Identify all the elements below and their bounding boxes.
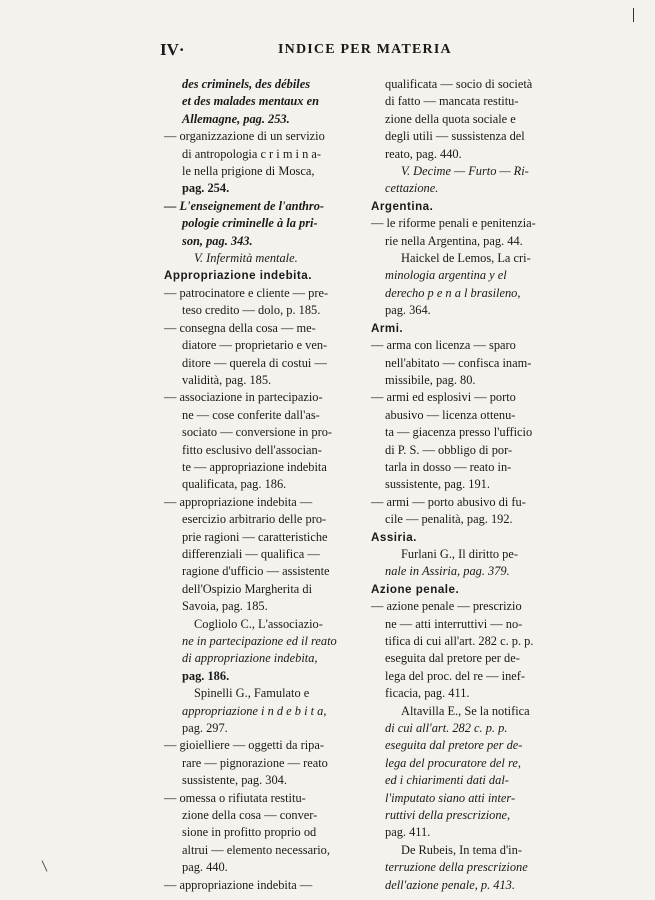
index-line: — armi — porto abusivo di fu- (371, 494, 526, 509)
index-line: eseguita dal pretore per de- (385, 651, 520, 666)
index-line: et des malades mentaux en (182, 94, 319, 109)
index-line: lega del procuratore del re, (385, 755, 521, 770)
index-line: l'imputato siano atti inter- (385, 790, 516, 805)
index-line: le nella prigione di Mosca, (182, 164, 315, 179)
index-line: ed i chiarimenti dati dal- (385, 773, 509, 788)
index-line: Savoia, pag. 185. (182, 599, 268, 614)
index-line: pag. 411. (385, 825, 431, 840)
index-line: Furlani G., Il diritto pe- (401, 546, 519, 561)
index-line: di cui all'art. 282 c. p. p. (385, 721, 508, 736)
index-line: differenziali — qualifica — (182, 546, 320, 561)
index-line: sociato — conversione in pro- (182, 425, 333, 440)
index-line: Cogliolo C., L'associazio- (194, 616, 323, 631)
index-line: appropriazione i n d e b i t a, (182, 703, 327, 718)
index-line: — gioielliere — oggetti da ripa- (164, 738, 324, 753)
index-line: validità, pag. 185. (182, 372, 272, 387)
index-line: — azione penale — prescrizio (371, 599, 522, 614)
index-line: — arma con licenza — sparo (371, 338, 516, 353)
index-line: — consegna della cosa — me- (164, 320, 316, 335)
index-heading: Assiria. (371, 530, 417, 544)
index-line: — L'enseignement de l'anthro- (164, 198, 325, 213)
index-line: V. Decime — Furto — Ri- (401, 164, 529, 179)
index-line: pag. 364. (385, 303, 431, 318)
index-line: ficacia, pag. 411. (385, 686, 470, 701)
index-line: des criminels, des débiles (182, 77, 311, 91)
index-line: De Rubeis, In tema d'in- (401, 842, 522, 857)
index-line: reato, pag. 440. (385, 146, 462, 161)
right-column (371, 76, 557, 894)
index-line: derecho p e n a l brasileno, (385, 285, 521, 300)
index-line: nell'abitato — confisca inam- (385, 355, 532, 370)
index-line: degli utili — sussistenza del (385, 129, 525, 144)
index-line: diatore — proprietario e ven- (182, 338, 328, 353)
index-line: abusivo — licenza ottenu- (385, 407, 516, 422)
index-line: Altavilla E., Se la notifica (401, 703, 530, 718)
index-line: fitto esclusivo dell'associan- (182, 442, 322, 457)
index-line: Haickel de Lemos, La cri- (401, 251, 531, 266)
scan-mark (633, 8, 634, 22)
index-line: sussistente, pag. 304. (182, 773, 287, 788)
index-line: Allemagne, pag. 253. (182, 111, 290, 126)
page-header (0, 40, 655, 64)
index-line: rie nella Argentina, pag. 44. (385, 233, 523, 248)
index-line: ruttivi della prescrizione, (385, 808, 511, 823)
scan-mark (42, 860, 48, 871)
index-line: — associazione in partecipazio- (164, 390, 323, 405)
index-line: qualificata, pag. 186. (182, 477, 287, 492)
index-line: — appropriazione indebita — (164, 494, 313, 509)
index-line: ragione d'ufficio — assistente (182, 564, 330, 579)
index-line: son, pag. 343. (182, 233, 253, 248)
index-line: ne — atti interruttivi — no- (385, 616, 523, 631)
index-line: — omessa o rifiutata restitu- (164, 790, 306, 805)
index-line: altrui — elemento necessario, (182, 842, 330, 857)
index-line: qualificata — socio di società (385, 77, 533, 91)
page-number: IV· (160, 40, 185, 59)
index-line: prie ragioni — caratteristiche (182, 529, 328, 544)
index-line: dell'azione penale, p. 413. (385, 877, 515, 892)
index-line: — patrocinatore e cliente — pre- (164, 285, 329, 300)
index-heading: Appropriazione indebita. (164, 269, 312, 283)
index-line: — appropriazione indebita — (164, 877, 313, 892)
index-line: missibile, pag. 80. (385, 372, 476, 387)
index-line: dell'Ospizio Margherita di (182, 581, 313, 596)
index-line: zione della cosa — conver- (182, 808, 318, 823)
index-line: sione in profitto proprio od (182, 825, 317, 840)
index-line: ne in partecipazione ed il reato (182, 634, 337, 648)
index-line: pologie criminelle à la pri- (182, 216, 318, 231)
index-line: di fatto — mancata restitu- (385, 94, 519, 109)
left-column (164, 76, 354, 894)
index-line: ne — cose conferite dall'as- (182, 407, 320, 422)
index-heading: Argentina. (371, 199, 434, 213)
index-line: rare — pignorazione — reato (182, 755, 328, 770)
index-line: ta — giacenza presso l'ufficio (385, 425, 533, 440)
index-line: — organizzazione di un servizio (164, 129, 325, 144)
index-line: zione della quota sociale e (385, 111, 516, 126)
index-line: sussistente, pag. 191. (385, 477, 490, 492)
index-line: — le riforme penali e penitenzia- (371, 216, 536, 231)
index-line: eseguita dal pretore per de- (385, 738, 523, 753)
index-line: cettazione. (385, 181, 439, 196)
index-line: terruzione della prescrizione (385, 860, 528, 875)
index-line: di P. S. — obbligo di por- (385, 442, 513, 457)
index-line: pag. 186. (182, 668, 230, 683)
index-heading: Armi. (371, 321, 404, 335)
index-line: tifica di cui all'art. 282 c. p. p. (385, 634, 534, 648)
index-line: esercizio arbitrario delle pro- (182, 512, 327, 527)
index-line: pag. 297. (182, 721, 228, 736)
index-line: pag. 254. (182, 181, 230, 196)
index-line: di appropriazione indebita, (182, 651, 318, 666)
index-line: te — appropriazione indebita (182, 459, 327, 474)
index-line: V. Infermità mentale. (194, 251, 298, 266)
index-line: minologia argentina y el (385, 268, 507, 283)
index-line: cile — penalità, pag. 192. (385, 512, 513, 527)
index-line: Spinelli G., Famulato e (194, 686, 310, 701)
index-line: di antropologia c r i m i n a- (182, 146, 322, 161)
index-line: ditore — querela di costui — (182, 355, 327, 370)
index-line: pag. 440. (182, 860, 228, 875)
running-title: INDICE PER MATERIA (278, 42, 452, 57)
index-line: nale in Assiria, pag. 379. (385, 564, 510, 579)
index-line: lega del proc. del re — inef- (385, 668, 526, 683)
index-line: tarla in dosso — reato in- (385, 459, 512, 474)
index-line: — armi ed esplosivi — porto (371, 390, 516, 405)
index-heading: Azione penale. (371, 582, 460, 596)
index-line: teso credito — dolo, p. 185. (182, 303, 321, 318)
